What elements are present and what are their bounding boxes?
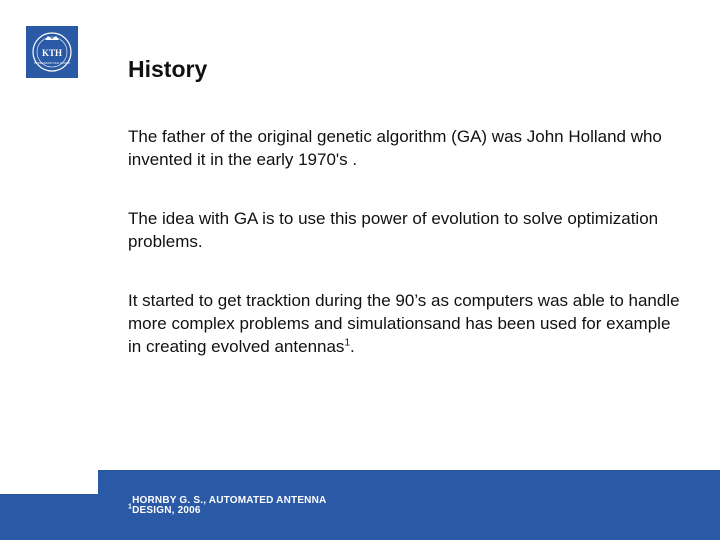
- paragraph-3-period: .: [350, 337, 355, 356]
- slide-title: History: [128, 56, 208, 82]
- paragraph-2: The idea with GA is to use this power of evolution to solve optimization problems.: [128, 209, 659, 251]
- footnote: [128, 496, 357, 516]
- footnote-marker: 1: [344, 337, 350, 349]
- footer-bar: [0, 470, 720, 540]
- kth-logo: [26, 26, 78, 78]
- logo-kth-text: KTH: [41, 48, 63, 58]
- paragraph-1: The father of the original genetic algorithm (GA) was John Holland who invented it in the early 1970's .: [128, 127, 662, 169]
- footnote-mark: 1: [128, 503, 133, 511]
- paragraph-3: [128, 289, 688, 358]
- logo-subtext: VETENSKAP OCH KONST: [33, 61, 71, 65]
- paragraph-3-text: It started to get tracktion during the 90’s as computers was able to handle more complex problems and simulationsand has been used for example in creating evolved antennas: [128, 291, 680, 356]
- footnote-text: HORNBY G. S., AUTOMATED ANTENNA DESIGN, 2006: [132, 495, 327, 516]
- kth-logo-icon: [26, 26, 78, 78]
